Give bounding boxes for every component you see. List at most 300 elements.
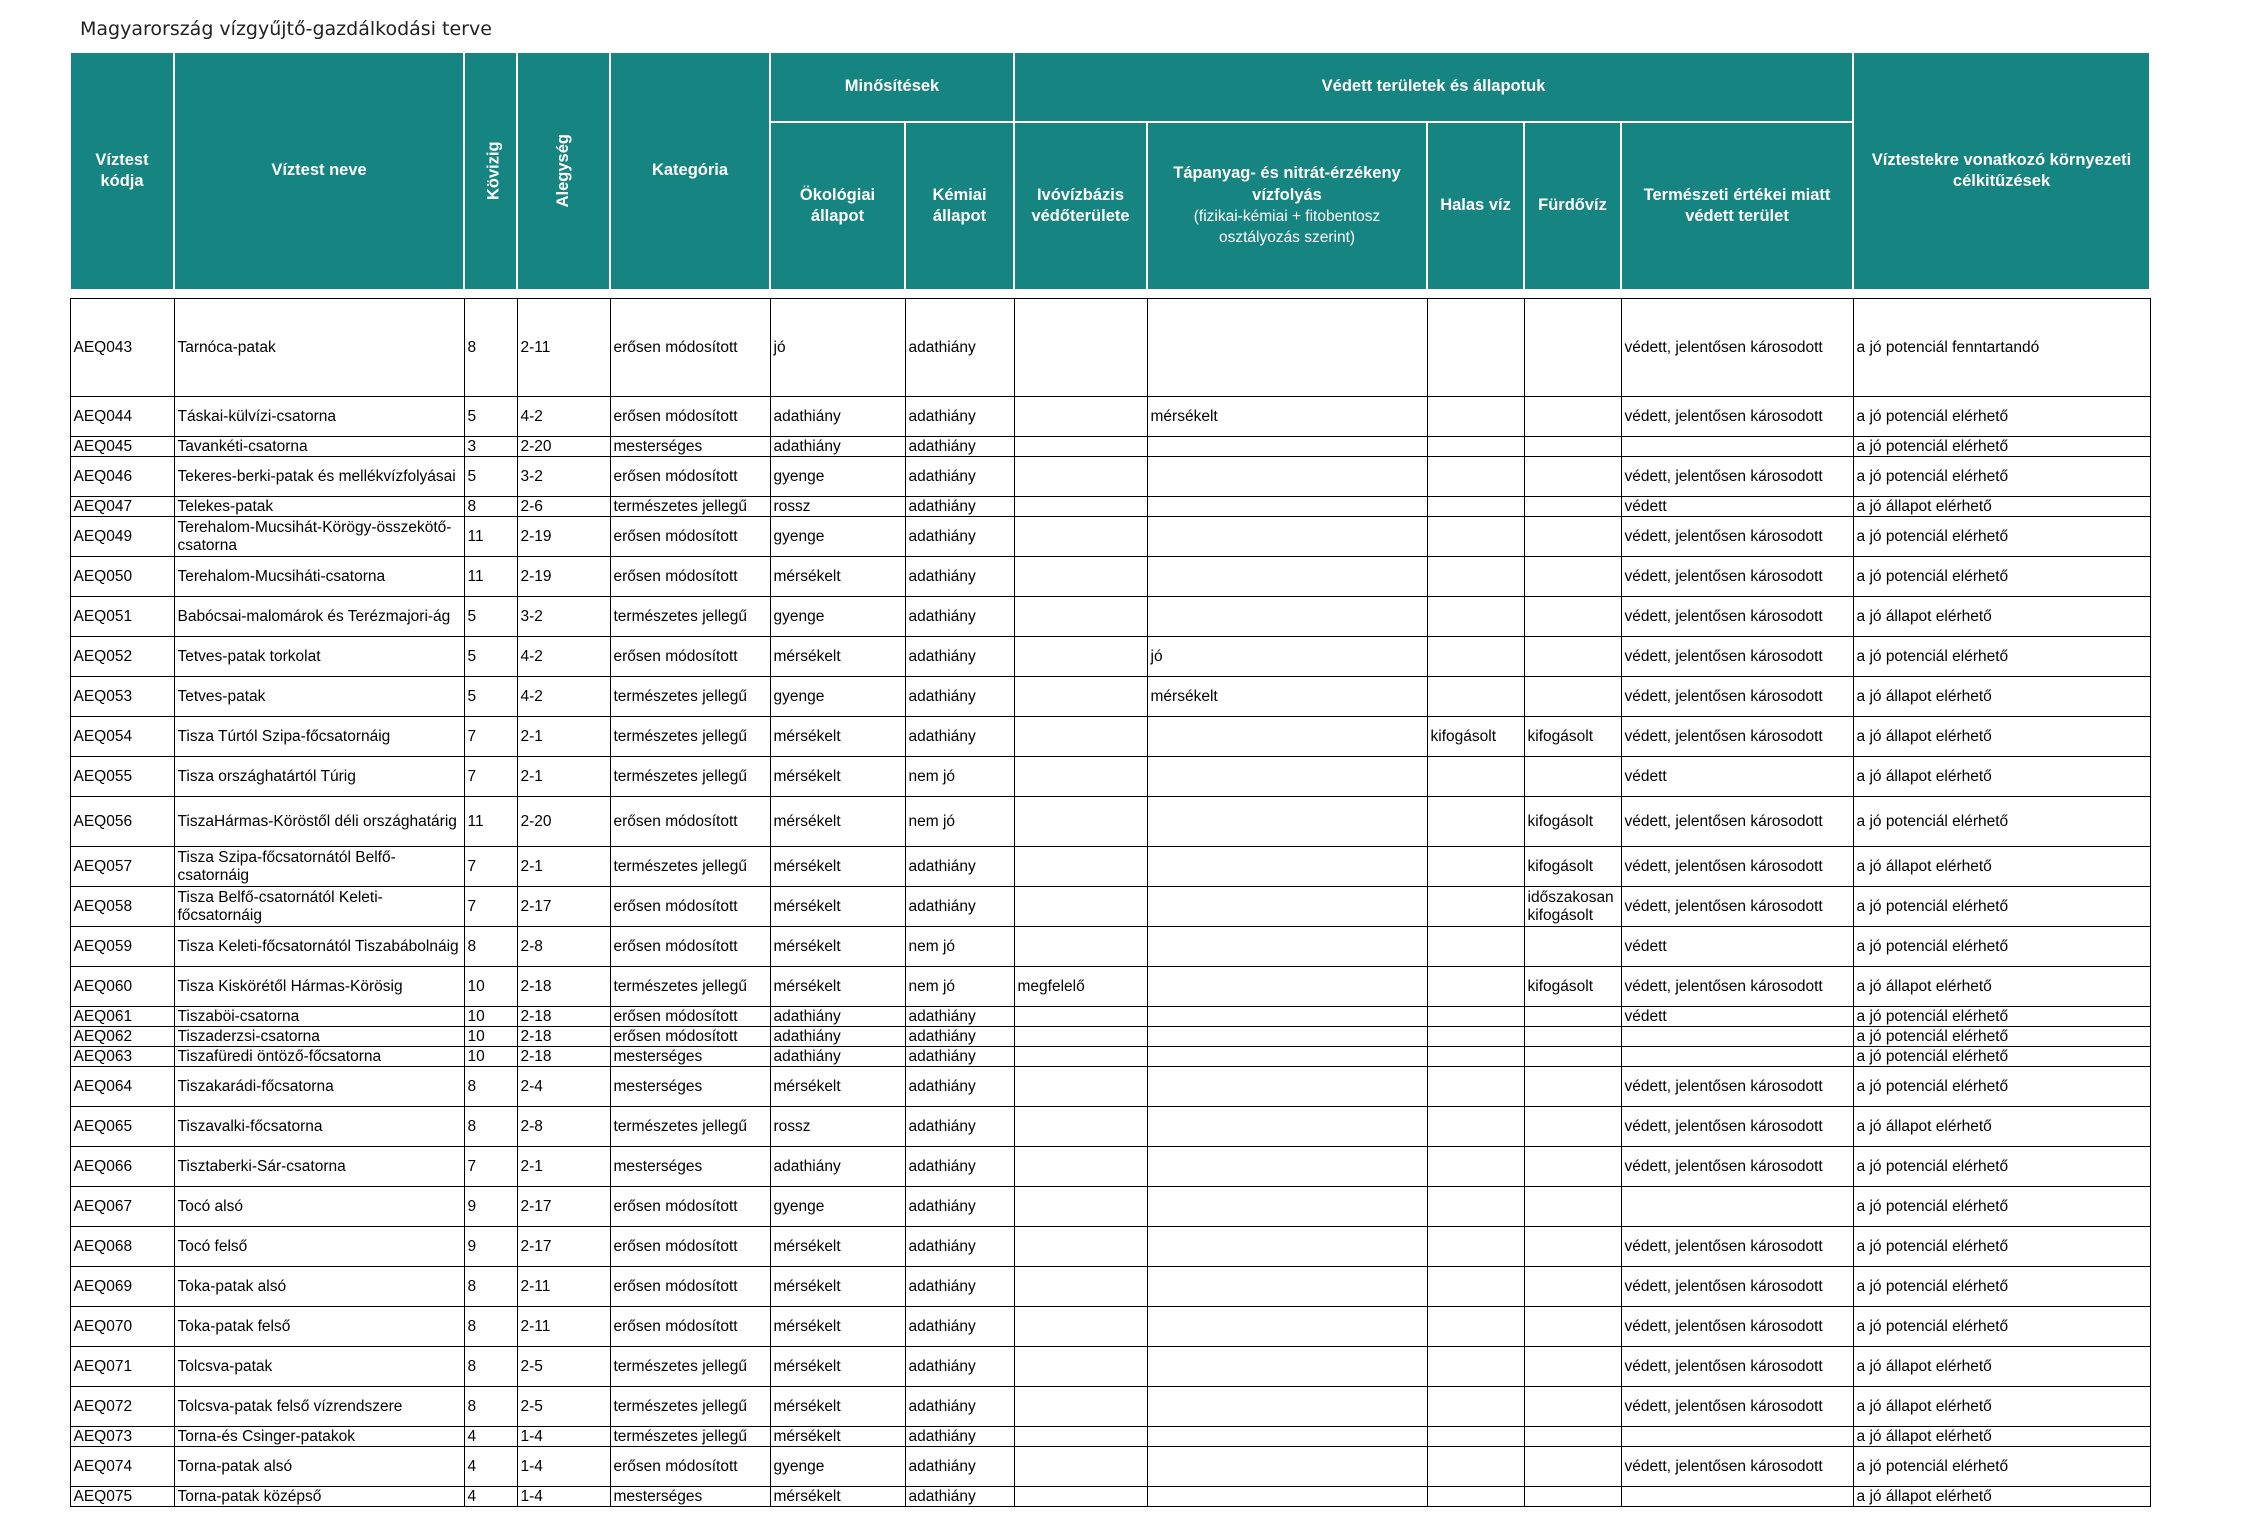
- cell-name: Táskai-külvízi-csatorna: [174, 397, 464, 437]
- cell-termeszeti: védett, jelentősen károsodott: [1621, 637, 1853, 677]
- cell-termeszeti: védett, jelentősen károsodott: [1621, 1347, 1853, 1387]
- cell-kovizig: 10: [464, 967, 517, 1007]
- cell-furdoviz: [1524, 1347, 1621, 1387]
- cell-halas: [1427, 1027, 1524, 1047]
- cell-kovizig: 3: [464, 437, 517, 457]
- cell-okologiai: mérsékelt: [770, 637, 905, 677]
- cell-kovizig: 7: [464, 757, 517, 797]
- cell-okologiai: mérsékelt: [770, 967, 905, 1007]
- cell-kovizig: 8: [464, 1067, 517, 1107]
- cell-kovizig: 5: [464, 677, 517, 717]
- cell-tapanyag: [1147, 887, 1427, 927]
- cell-okologiai: mérsékelt: [770, 797, 905, 847]
- cell-name: Tisza Keleti-főcsatornától Tiszabábolnáig: [174, 927, 464, 967]
- cell-halas: [1427, 1267, 1524, 1307]
- cell-name: Tiszafüredi öntöző-főcsatorna: [174, 1047, 464, 1067]
- cell-furdoviz: kifogásolt: [1524, 717, 1621, 757]
- cell-name: Tisza Szipa-főcsatornától Belfő-csatornáig: [174, 847, 464, 887]
- cell-name: TiszaHármas-Köröstől déli országhatárig: [174, 797, 464, 847]
- cell-termeszeti: védett, jelentősen károsodott: [1621, 457, 1853, 497]
- cell-celkituzes: a jó állapot elérhető: [1853, 597, 2150, 637]
- cell-celkituzes: a jó potenciál elérhető: [1853, 457, 2150, 497]
- cell-code: AEQ075: [70, 1487, 174, 1507]
- table-row: [70, 927, 2150, 967]
- cell-alegyseg: 2-6: [517, 497, 610, 517]
- cell-kemiai: adathiány: [905, 437, 1014, 457]
- cell-tapanyag: [1147, 1267, 1427, 1307]
- cell-ivovizbazis: [1014, 397, 1147, 437]
- cell-kategoria: erősen módosított: [610, 1027, 770, 1047]
- header-termeszeti: Természeti értékei miatt védett terület: [1621, 122, 1853, 290]
- cell-name: Tiszaderzsi-csatorna: [174, 1027, 464, 1047]
- cell-kemiai: adathiány: [905, 1047, 1014, 1067]
- cell-ivovizbazis: [1014, 1047, 1147, 1067]
- cell-furdoviz: [1524, 457, 1621, 497]
- cell-kovizig: 4: [464, 1427, 517, 1447]
- cell-alegyseg: 2-18: [517, 1027, 610, 1047]
- cell-kategoria: erősen módosított: [610, 637, 770, 677]
- cell-name: Tolcsva-patak: [174, 1347, 464, 1387]
- cell-furdoviz: [1524, 677, 1621, 717]
- cell-code: AEQ073: [70, 1427, 174, 1447]
- cell-furdoviz: [1524, 927, 1621, 967]
- cell-code: AEQ059: [70, 927, 174, 967]
- cell-okologiai: mérsékelt: [770, 927, 905, 967]
- cell-okologiai: adathiány: [770, 1147, 905, 1187]
- cell-name: Tocó felső: [174, 1227, 464, 1267]
- cell-tapanyag: [1147, 1347, 1427, 1387]
- cell-alegyseg: 2-11: [517, 1307, 610, 1347]
- cell-kemiai: adathiány: [905, 1107, 1014, 1147]
- cell-code: AEQ063: [70, 1047, 174, 1067]
- cell-alegyseg: 4-2: [517, 397, 610, 437]
- cell-tapanyag: [1147, 1447, 1427, 1487]
- cell-termeszeti: [1621, 1027, 1853, 1047]
- cell-halas: [1427, 497, 1524, 517]
- cell-kemiai: adathiány: [905, 397, 1014, 437]
- cell-code: AEQ060: [70, 967, 174, 1007]
- cell-ivovizbazis: [1014, 1067, 1147, 1107]
- cell-kemiai: adathiány: [905, 1227, 1014, 1267]
- cell-code: AEQ049: [70, 517, 174, 557]
- cell-okologiai: mérsékelt: [770, 1067, 905, 1107]
- header-name: Víztest neve: [174, 52, 464, 290]
- cell-celkituzes: a jó állapot elérhető: [1853, 497, 2150, 517]
- cell-furdoviz: [1524, 1447, 1621, 1487]
- table-row: [70, 887, 2150, 927]
- table-row: [70, 1487, 2150, 1507]
- cell-ivovizbazis: [1014, 1187, 1147, 1227]
- header-celkituzesek: Víztestekre vonatkozó környezeti célkitűzések: [1853, 52, 2150, 290]
- cell-ivovizbazis: [1014, 887, 1147, 927]
- cell-code: AEQ065: [70, 1107, 174, 1147]
- cell-kategoria: erősen módosított: [610, 1267, 770, 1307]
- cell-okologiai: gyenge: [770, 597, 905, 637]
- cell-celkituzes: a jó potenciál elérhető: [1853, 1027, 2150, 1047]
- cell-halas: [1427, 1047, 1524, 1067]
- cell-furdoviz: kifogásolt: [1524, 797, 1621, 847]
- cell-okologiai: rossz: [770, 1107, 905, 1147]
- header-minositesek: Minősítések: [770, 52, 1014, 122]
- cell-tapanyag: jó: [1147, 637, 1427, 677]
- table-row: [70, 397, 2150, 437]
- cell-ivovizbazis: [1014, 1107, 1147, 1147]
- cell-kovizig: 8: [464, 1347, 517, 1387]
- cell-kategoria: természetes jellegű: [610, 497, 770, 517]
- table-row: [70, 1427, 2150, 1447]
- cell-code: AEQ071: [70, 1347, 174, 1387]
- cell-tapanyag: [1147, 497, 1427, 517]
- cell-kemiai: adathiány: [905, 1447, 1014, 1487]
- cell-ivovizbazis: [1014, 457, 1147, 497]
- cell-tapanyag: [1147, 1187, 1427, 1227]
- cell-code: AEQ053: [70, 677, 174, 717]
- cell-termeszeti: védett, jelentősen károsodott: [1621, 557, 1853, 597]
- cell-ivovizbazis: [1014, 1267, 1147, 1307]
- cell-furdoviz: [1524, 397, 1621, 437]
- cell-alegyseg: 1-4: [517, 1427, 610, 1447]
- document-title: Magyarország vízgyűjtő-gazdálkodási terve: [80, 18, 492, 40]
- table-row: [70, 677, 2150, 717]
- cell-kemiai: adathiány: [905, 1147, 1014, 1187]
- cell-tapanyag: [1147, 1387, 1427, 1427]
- cell-furdoviz: kifogásolt: [1524, 847, 1621, 887]
- cell-kemiai: adathiány: [905, 1487, 1014, 1507]
- cell-code: AEQ062: [70, 1027, 174, 1047]
- table-row: [70, 1347, 2150, 1387]
- cell-termeszeti: védett, jelentősen károsodott: [1621, 1267, 1853, 1307]
- cell-kategoria: erősen módosított: [610, 557, 770, 597]
- cell-termeszeti: védett: [1621, 927, 1853, 967]
- table-row: [70, 1027, 2150, 1047]
- cell-kategoria: mesterséges: [610, 437, 770, 457]
- cell-kemiai: nem jó: [905, 967, 1014, 1007]
- cell-kategoria: erősen módosított: [610, 1447, 770, 1487]
- cell-halas: [1427, 517, 1524, 557]
- cell-kovizig: 10: [464, 1047, 517, 1067]
- cell-alegyseg: 2-1: [517, 757, 610, 797]
- table-row: [70, 497, 2150, 517]
- cell-name: Tisza országhatártól Túrig: [174, 757, 464, 797]
- cell-alegyseg: 2-5: [517, 1347, 610, 1387]
- cell-code: AEQ052: [70, 637, 174, 677]
- cell-tapanyag: [1147, 797, 1427, 847]
- cell-kategoria: erősen módosított: [610, 457, 770, 497]
- cell-kovizig: 9: [464, 1227, 517, 1267]
- cell-alegyseg: 2-19: [517, 517, 610, 557]
- cell-celkituzes: a jó állapot elérhető: [1853, 1427, 2150, 1447]
- cell-termeszeti: [1621, 437, 1853, 457]
- cell-name: Tisztaberki-Sár-csatorna: [174, 1147, 464, 1187]
- cell-termeszeti: [1621, 1047, 1853, 1067]
- cell-halas: [1427, 1307, 1524, 1347]
- cell-name: Babócsai-malomárok és Terézmajori-ág: [174, 597, 464, 637]
- cell-name: Tiszakarádi-főcsatorna: [174, 1067, 464, 1107]
- table-row: [70, 757, 2150, 797]
- cell-name: Tiszavalki-főcsatorna: [174, 1107, 464, 1147]
- cell-tapanyag: [1147, 437, 1427, 457]
- header-kovizig: Kövizig: [464, 52, 517, 290]
- cell-kovizig: 7: [464, 847, 517, 887]
- cell-ivovizbazis: [1014, 1147, 1147, 1187]
- cell-kovizig: 8: [464, 1107, 517, 1147]
- cell-alegyseg: 2-1: [517, 1147, 610, 1187]
- cell-furdoviz: [1524, 437, 1621, 457]
- cell-furdoviz: [1524, 1307, 1621, 1347]
- cell-ivovizbazis: [1014, 677, 1147, 717]
- cell-halas: [1427, 637, 1524, 677]
- cell-kategoria: természetes jellegű: [610, 757, 770, 797]
- cell-alegyseg: 4-2: [517, 677, 610, 717]
- cell-kovizig: 8: [464, 497, 517, 517]
- cell-termeszeti: védett, jelentősen károsodott: [1621, 847, 1853, 887]
- cell-ivovizbazis: [1014, 1007, 1147, 1027]
- cell-tapanyag: [1147, 927, 1427, 967]
- table-row: [70, 967, 2150, 1007]
- cell-kategoria: erősen módosított: [610, 517, 770, 557]
- cell-okologiai: mérsékelt: [770, 557, 905, 597]
- cell-halas: [1427, 927, 1524, 967]
- cell-code: AEQ044: [70, 397, 174, 437]
- cell-termeszeti: védett, jelentősen károsodott: [1621, 299, 1853, 397]
- cell-halas: [1427, 437, 1524, 457]
- cell-furdoviz: [1524, 517, 1621, 557]
- header-code: Víztest kódja: [70, 52, 174, 290]
- cell-halas: [1427, 299, 1524, 397]
- cell-ivovizbazis: [1014, 1387, 1147, 1427]
- cell-code: AEQ047: [70, 497, 174, 517]
- cell-furdoviz: [1524, 1267, 1621, 1307]
- cell-ivovizbazis: [1014, 717, 1147, 757]
- table-row: [70, 1107, 2150, 1147]
- cell-celkituzes: a jó potenciál elérhető: [1853, 557, 2150, 597]
- cell-alegyseg: 2-5: [517, 1387, 610, 1427]
- cell-okologiai: mérsékelt: [770, 1427, 905, 1447]
- cell-kemiai: adathiány: [905, 1187, 1014, 1227]
- cell-celkituzes: a jó potenciál elérhető: [1853, 517, 2150, 557]
- cell-celkituzes: a jó potenciál elérhető: [1853, 437, 2150, 457]
- cell-termeszeti: védett, jelentősen károsodott: [1621, 1307, 1853, 1347]
- cell-name: Tiszaböi-csatorna: [174, 1007, 464, 1027]
- cell-kemiai: adathiány: [905, 887, 1014, 927]
- header-tapanyag: Tápanyag- és nitrát-érzékeny vízfolyás (fizikai-kémiai + fitobentosz osztályozás szerint): [1147, 122, 1427, 290]
- cell-celkituzes: a jó állapot elérhető: [1853, 1347, 2150, 1387]
- cell-halas: [1427, 1387, 1524, 1427]
- cell-furdoviz: [1524, 637, 1621, 677]
- header-vedett-teruletek: Védett területek és állapotuk: [1014, 52, 1853, 122]
- cell-code: AEQ064: [70, 1067, 174, 1107]
- cell-celkituzes: a jó potenciál elérhető: [1853, 1447, 2150, 1487]
- cell-celkituzes: a jó potenciál elérhető: [1853, 797, 2150, 847]
- cell-termeszeti: védett, jelentősen károsodott: [1621, 677, 1853, 717]
- cell-tapanyag: [1147, 299, 1427, 397]
- cell-kategoria: erősen módosított: [610, 1307, 770, 1347]
- cell-kategoria: erősen módosított: [610, 887, 770, 927]
- cell-name: Telekes-patak: [174, 497, 464, 517]
- cell-alegyseg: 2-17: [517, 887, 610, 927]
- cell-kemiai: adathiány: [905, 1007, 1014, 1027]
- table-row: [70, 1307, 2150, 1347]
- cell-tapanyag: [1147, 1107, 1427, 1147]
- cell-halas: [1427, 1427, 1524, 1447]
- cell-tapanyag: mérsékelt: [1147, 677, 1427, 717]
- cell-name: Torna-és Csinger-patakok: [174, 1427, 464, 1447]
- cell-ivovizbazis: [1014, 637, 1147, 677]
- cell-code: AEQ072: [70, 1387, 174, 1427]
- cell-celkituzes: a jó potenciál elérhető: [1853, 397, 2150, 437]
- cell-furdoviz: [1524, 1427, 1621, 1447]
- cell-kemiai: adathiány: [905, 597, 1014, 637]
- cell-okologiai: gyenge: [770, 1187, 905, 1227]
- cell-termeszeti: [1621, 1187, 1853, 1227]
- cell-ivovizbazis: [1014, 557, 1147, 597]
- cell-kemiai: adathiány: [905, 457, 1014, 497]
- cell-kategoria: mesterséges: [610, 1487, 770, 1507]
- cell-alegyseg: 2-1: [517, 717, 610, 757]
- cell-kovizig: 8: [464, 1307, 517, 1347]
- cell-tapanyag: mérsékelt: [1147, 397, 1427, 437]
- cell-name: Terehalom-Mucsiháti-csatorna: [174, 557, 464, 597]
- cell-tapanyag: [1147, 557, 1427, 597]
- table-row: [70, 1067, 2150, 1107]
- cell-tapanyag: [1147, 967, 1427, 1007]
- cell-ivovizbazis: [1014, 517, 1147, 557]
- cell-halas: [1427, 1187, 1524, 1227]
- header-furdoviz: Fürdővíz: [1524, 122, 1621, 290]
- cell-celkituzes: a jó potenciál elérhető: [1853, 637, 2150, 677]
- cell-furdoviz: [1524, 299, 1621, 397]
- cell-alegyseg: 2-11: [517, 299, 610, 397]
- cell-kategoria: természetes jellegű: [610, 1427, 770, 1447]
- cell-termeszeti: védett, jelentősen károsodott: [1621, 1067, 1853, 1107]
- cell-alegyseg: 2-18: [517, 1047, 610, 1067]
- cell-kemiai: adathiány: [905, 1027, 1014, 1047]
- cell-name: Tisza Túrtól Szipa-főcsatornáig: [174, 717, 464, 757]
- cell-name: Toka-patak felső: [174, 1307, 464, 1347]
- cell-kovizig: 11: [464, 557, 517, 597]
- cell-furdoviz: [1524, 1027, 1621, 1047]
- cell-celkituzes: a jó potenciál elérhető: [1853, 1047, 2150, 1067]
- cell-termeszeti: védett: [1621, 497, 1853, 517]
- cell-ivovizbazis: [1014, 847, 1147, 887]
- cell-kemiai: adathiány: [905, 1427, 1014, 1447]
- cell-name: Tocó alsó: [174, 1187, 464, 1227]
- cell-alegyseg: 1-4: [517, 1487, 610, 1507]
- cell-alegyseg: 2-19: [517, 557, 610, 597]
- cell-termeszeti: védett, jelentősen károsodott: [1621, 1107, 1853, 1147]
- cell-ivovizbazis: [1014, 1347, 1147, 1387]
- cell-kategoria: erősen módosított: [610, 1187, 770, 1227]
- cell-okologiai: gyenge: [770, 677, 905, 717]
- cell-kemiai: nem jó: [905, 797, 1014, 847]
- cell-name: Terehalom-Mucsihát-Körögy-összekötő-csatorna: [174, 517, 464, 557]
- cell-code: AEQ055: [70, 757, 174, 797]
- cell-kemiai: adathiány: [905, 497, 1014, 517]
- cell-furdoviz: [1524, 1387, 1621, 1427]
- table-row: [70, 1047, 2150, 1067]
- cell-alegyseg: 2-20: [517, 437, 610, 457]
- cell-tapanyag: [1147, 517, 1427, 557]
- cell-celkituzes: a jó potenciál elérhető: [1853, 887, 2150, 927]
- cell-tapanyag: [1147, 1227, 1427, 1267]
- cell-okologiai: mérsékelt: [770, 1227, 905, 1267]
- cell-ivovizbazis: [1014, 1027, 1147, 1047]
- cell-code: AEQ057: [70, 847, 174, 887]
- cell-alegyseg: 2-17: [517, 1187, 610, 1227]
- cell-kovizig: 4: [464, 1487, 517, 1507]
- cell-tapanyag: [1147, 847, 1427, 887]
- cell-celkituzes: a jó állapot elérhető: [1853, 847, 2150, 887]
- cell-termeszeti: védett, jelentősen károsodott: [1621, 1447, 1853, 1487]
- cell-kovizig: 4: [464, 1447, 517, 1487]
- cell-termeszeti: védett, jelentősen károsodott: [1621, 967, 1853, 1007]
- cell-ivovizbazis: [1014, 1487, 1147, 1507]
- cell-celkituzes: a jó potenciál elérhető: [1853, 1267, 2150, 1307]
- cell-kovizig: 8: [464, 299, 517, 397]
- cell-okologiai: mérsékelt: [770, 1387, 905, 1427]
- cell-furdoviz: [1524, 1007, 1621, 1027]
- cell-kemiai: adathiány: [905, 677, 1014, 717]
- table-row: [70, 1447, 2150, 1487]
- cell-kemiai: adathiány: [905, 557, 1014, 597]
- table-row: [70, 1267, 2150, 1307]
- cell-halas: [1427, 967, 1524, 1007]
- cell-okologiai: mérsékelt: [770, 717, 905, 757]
- cell-furdoviz: [1524, 1107, 1621, 1147]
- cell-termeszeti: védett, jelentősen károsodott: [1621, 397, 1853, 437]
- cell-kategoria: természetes jellegű: [610, 717, 770, 757]
- cell-kovizig: 5: [464, 637, 517, 677]
- cell-kemiai: adathiány: [905, 299, 1014, 397]
- cell-tapanyag: [1147, 757, 1427, 797]
- cell-alegyseg: 2-4: [517, 1067, 610, 1107]
- cell-termeszeti: [1621, 1427, 1853, 1447]
- table-row: [70, 557, 2150, 597]
- cell-okologiai: rossz: [770, 497, 905, 517]
- cell-termeszeti: védett: [1621, 1007, 1853, 1027]
- cell-okologiai: jó: [770, 299, 905, 397]
- cell-ivovizbazis: [1014, 797, 1147, 847]
- cell-celkituzes: a jó potenciál elérhető: [1853, 1187, 2150, 1227]
- cell-celkituzes: a jó potenciál elérhető: [1853, 927, 2150, 967]
- cell-furdoviz: kifogásolt: [1524, 967, 1621, 1007]
- cell-celkituzes: a jó potenciál elérhető: [1853, 1067, 2150, 1107]
- cell-termeszeti: védett: [1621, 757, 1853, 797]
- cell-code: AEQ051: [70, 597, 174, 637]
- cell-name: Toka-patak alsó: [174, 1267, 464, 1307]
- header-halas: Halas víz: [1427, 122, 1524, 290]
- cell-code: AEQ056: [70, 797, 174, 847]
- table-row: [70, 1007, 2150, 1027]
- cell-celkituzes: a jó állapot elérhető: [1853, 1487, 2150, 1507]
- table-row: [70, 797, 2150, 847]
- table-row: [70, 637, 2150, 677]
- cell-name: Torna-patak alsó: [174, 1447, 464, 1487]
- cell-kovizig: 5: [464, 597, 517, 637]
- cell-kovizig: 7: [464, 887, 517, 927]
- cell-termeszeti: védett, jelentősen károsodott: [1621, 887, 1853, 927]
- cell-kovizig: 8: [464, 1267, 517, 1307]
- cell-halas: [1427, 1107, 1524, 1147]
- table-row: [70, 1227, 2150, 1267]
- cell-termeszeti: védett, jelentősen károsodott: [1621, 717, 1853, 757]
- cell-ivovizbazis: [1014, 757, 1147, 797]
- cell-name: Tisza Kiskörétől Hármas-Körösig: [174, 967, 464, 1007]
- cell-alegyseg: 2-11: [517, 1267, 610, 1307]
- cell-alegyseg: 2-17: [517, 1227, 610, 1267]
- cell-halas: [1427, 597, 1524, 637]
- cell-alegyseg: 2-8: [517, 927, 610, 967]
